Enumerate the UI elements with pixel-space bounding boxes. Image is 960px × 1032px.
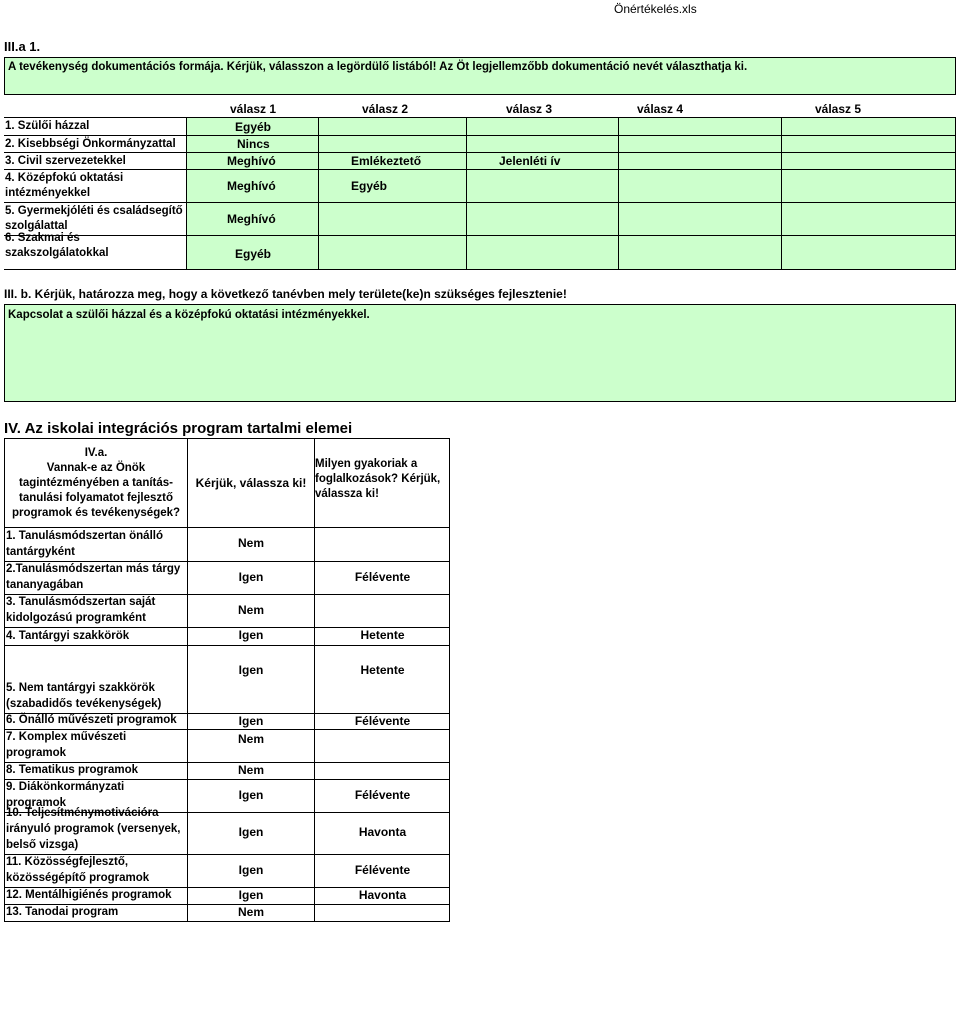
answer-cell[interactable] (782, 236, 956, 269)
intro-box (4, 57, 956, 95)
row-divider (314, 595, 315, 627)
answer-value: Meghívó (227, 154, 276, 168)
documentation-grid (4, 117, 956, 269)
column-header-4: válasz 4 (637, 102, 684, 116)
program-presence-select[interactable]: Nem (237, 732, 264, 746)
answer-value: Nincs (237, 137, 270, 151)
row-divider (314, 730, 315, 762)
program-label: 10. Teljesítménymotivációra irányuló programok (versenyek, belső vizsga) (6, 807, 181, 851)
integration-row (4, 646, 450, 714)
answer-cell[interactable] (619, 203, 781, 235)
program-label: 6. Önálló művészeti programok (6, 714, 177, 726)
answer-cell[interactable] (782, 118, 956, 135)
program-label: 1. Tanulásmódszertan önálló tantárgyként (6, 530, 163, 558)
program-label: 7. Komplex művészeti programok (6, 731, 127, 759)
program-presence-select[interactable]: Igen (238, 788, 264, 802)
answer-cell[interactable] (319, 236, 466, 269)
integration-row (4, 807, 450, 855)
row-label: 3. Civil szervezetekkel (5, 154, 126, 167)
program-presence-select[interactable]: Nem (237, 603, 264, 617)
header-question-line: tagintézményében a tanítás- (18, 476, 173, 489)
program-frequency-select[interactable]: Hetente (360, 628, 405, 642)
answer-cell[interactable] (467, 153, 618, 169)
development-answer-text: Kapcsolat a szülői házzal és a középfokú oktatási intézményekkel. (8, 309, 370, 321)
answer-cell[interactable] (187, 170, 318, 202)
program-frequency-select[interactable]: Félévente (354, 570, 411, 584)
answer-cell[interactable] (319, 153, 466, 169)
answer-cell[interactable] (619, 136, 781, 152)
row-label: 1. Szülői házzal (5, 120, 90, 132)
answer-cell[interactable] (319, 170, 466, 202)
answer-value: Meghívó (227, 179, 276, 193)
answer-cell[interactable] (467, 236, 618, 269)
row-label-cell (4, 118, 185, 135)
integration-row (4, 730, 450, 763)
answer-cell[interactable] (782, 153, 956, 169)
row-label: 5. Gyermekjóléti és családsegítő szolgálattal (5, 205, 183, 232)
row-label-cell (4, 153, 185, 169)
row-divider (187, 646, 188, 713)
program-frequency-select[interactable]: Havonta (358, 888, 407, 902)
grid-divider (955, 117, 956, 269)
column-header-5: válasz 5 (815, 102, 862, 116)
answer-cell[interactable] (187, 136, 318, 152)
section-b-title: III. b. Kérjük, határozza meg, hogy a következő tanévben mely területe(ke)n szükséges fejlesztenie! (4, 287, 567, 301)
answer-value: Egyéb (235, 119, 272, 134)
program-frequency-select[interactable]: Félévente (354, 714, 411, 728)
row-label: 4. Középfokú oktatási intézményekkel (5, 172, 124, 199)
header-question-line: IV.a. (84, 446, 108, 459)
program-presence-select[interactable]: Nem (237, 536, 264, 550)
integration-row (4, 595, 450, 628)
answer-cell[interactable] (187, 118, 318, 135)
row-label-cell (4, 136, 185, 152)
answer-cell[interactable] (782, 203, 956, 235)
answer-cell[interactable] (782, 136, 956, 152)
integration-row (4, 714, 450, 730)
integration-row (4, 562, 450, 595)
answer-cell[interactable] (467, 136, 618, 152)
program-label: 3. Tanulásmódszertan saját kidolgozású programként (6, 596, 156, 624)
answer-value: Jelenléti ív (499, 154, 561, 168)
program-presence-select[interactable]: Igen (238, 663, 264, 677)
answer-cell[interactable] (319, 203, 466, 235)
header-choose: Kérjük, válassza ki! (188, 439, 315, 527)
answer-cell[interactable] (187, 236, 318, 269)
header-frequency: Milyen gyakoriak a foglalkozások? Kérjük, válassza ki! (315, 458, 441, 500)
program-presence-select[interactable]: Igen (238, 888, 264, 902)
answer-cell[interactable] (467, 203, 618, 235)
section-iv-title: IV. Az iskolai integrációs program tartalmi elemei (4, 420, 353, 437)
development-answer-box[interactable] (4, 304, 956, 402)
program-frequency-select[interactable]: Félévente (354, 863, 411, 877)
answer-cell[interactable] (619, 236, 781, 269)
integration-row (4, 528, 450, 562)
program-frequency-select[interactable]: Hetente (360, 663, 405, 677)
row-label: 2. Kisebbségi Önkormányzattal (5, 137, 176, 150)
program-label: 5. Nem tantárgyi szakkörök (szabadidős tevékenységek) (6, 682, 162, 710)
integration-row (4, 628, 450, 646)
answer-cell[interactable] (187, 153, 318, 169)
program-label: 2.Tanulásmódszertan más tárgy tananyagában (6, 563, 181, 591)
answer-cell[interactable] (187, 203, 318, 235)
program-presence-select[interactable]: Nem (237, 905, 264, 919)
integration-row (4, 888, 450, 905)
column-header-3: válasz 3 (506, 102, 553, 116)
column-header-2: válasz 2 (362, 102, 409, 116)
program-label: 9. Diákönkormányzati programok (6, 781, 125, 809)
column-header-1: válasz 1 (230, 102, 277, 116)
answer-cell[interactable] (319, 118, 466, 135)
row-divider (314, 763, 315, 779)
integration-row (4, 905, 450, 922)
section-a-title: III.a 1. (4, 39, 41, 54)
answer-value: Emlékeztető (351, 154, 422, 168)
answer-cell[interactable] (619, 153, 781, 169)
row-label: 6. Szakmai és szakszolgálatokkal (5, 232, 109, 259)
header-question-line: programok és tevékenységek? (11, 506, 181, 519)
program-presence-select[interactable]: Igen (238, 570, 264, 584)
program-label: 12. Mentálhigiénés programok (6, 889, 172, 901)
header-question (5, 439, 188, 527)
answer-cell[interactable] (467, 170, 618, 202)
answer-cell[interactable] (619, 170, 781, 202)
answer-value: Egyéb (351, 179, 388, 193)
integration-row (4, 763, 450, 780)
program-presence-select[interactable]: Igen (238, 628, 264, 642)
answer-value: Meghívó (227, 212, 276, 226)
program-presence-select[interactable]: Igen (238, 863, 264, 877)
row-divider (314, 646, 315, 713)
program-label: 8. Tematikus programok (6, 764, 139, 776)
integration-table-header (4, 438, 450, 528)
program-frequency-select[interactable]: Félévente (354, 788, 411, 802)
answer-value: Egyéb (235, 247, 272, 261)
row-label-cell (4, 232, 184, 269)
answer-cell[interactable] (319, 136, 466, 152)
program-label: 4. Tantárgyi szakkörök (6, 630, 130, 642)
intro-text: A tevékenység dokumentációs formája. Kérjük, válasszon a legördülő listából! Az Öt legjellemzőbb dokumentáció nevét választhatja ki. (8, 61, 748, 73)
program-label: 11. Közösségfejlesztő, közösségépítő programok (6, 856, 150, 884)
row-divider (314, 528, 315, 561)
answer-cell[interactable] (619, 118, 781, 135)
file-name: Önértékelés.xls (614, 2, 697, 16)
integration-row (4, 855, 450, 888)
program-frequency-select[interactable]: Havonta (358, 825, 407, 839)
row-label-cell (4, 170, 185, 202)
answer-cell[interactable] (467, 118, 618, 135)
header-question-line: Vannak-e az Önök (46, 461, 146, 474)
program-label: 13. Tanodai program (6, 906, 119, 918)
program-presence-select[interactable]: Nem (237, 763, 264, 777)
header-question-line: tanulási folyamatot fejlesztő (18, 491, 173, 504)
program-presence-select[interactable]: Igen (238, 825, 264, 839)
grid-row-line (4, 269, 956, 270)
row-divider (314, 905, 315, 921)
answer-cell[interactable] (782, 170, 956, 202)
program-presence-select[interactable]: Igen (238, 714, 264, 728)
